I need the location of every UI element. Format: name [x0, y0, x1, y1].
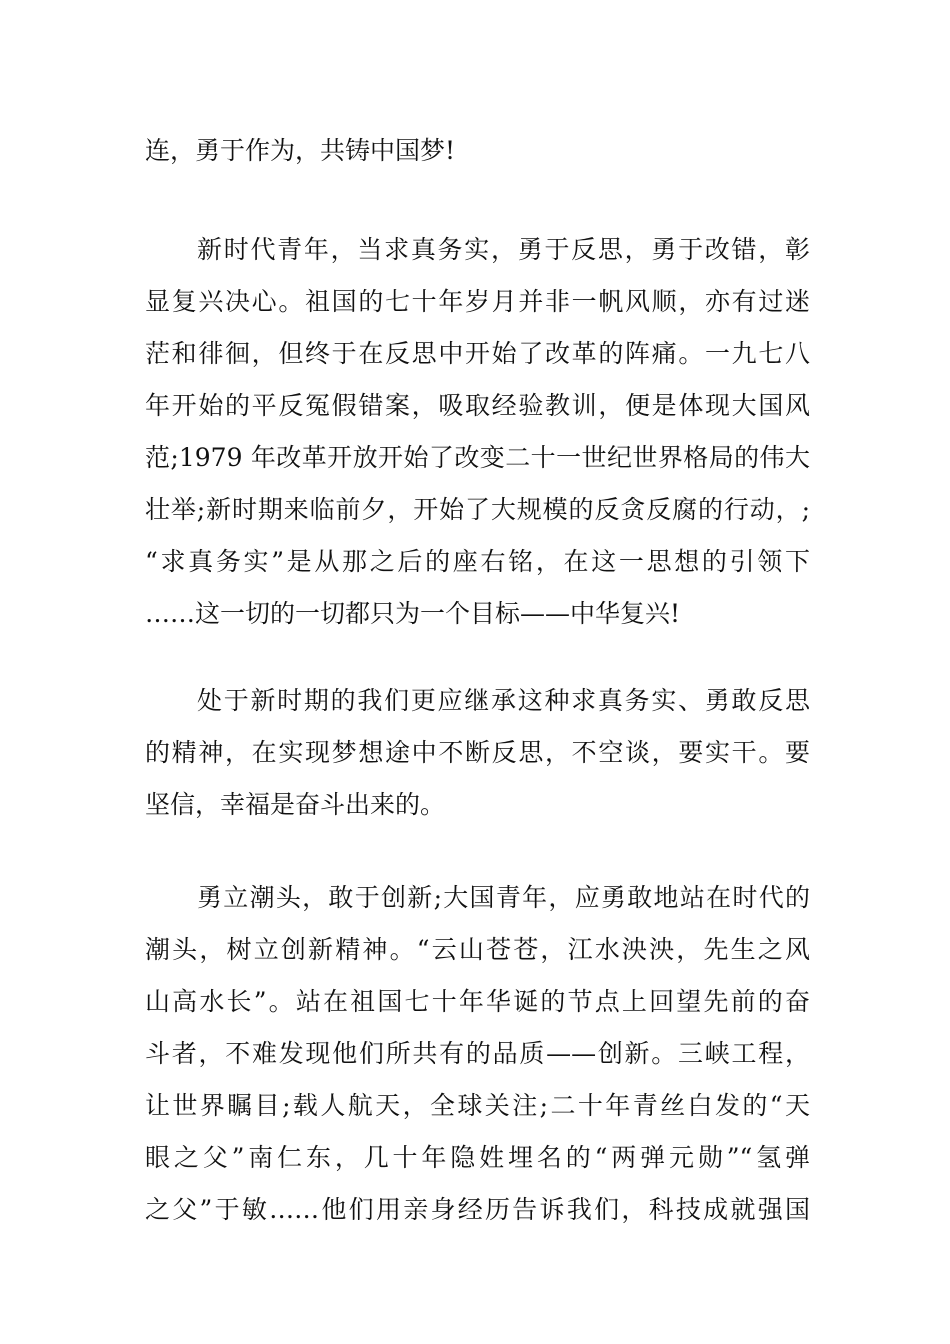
paragraph-line: 的精神，在实现梦想途中不断反思，不空谈，要实干。要 — [145, 738, 810, 767]
paragraph-line: 眼之父”南仁东，几十年隐姓埋名的“两弹元勋”“氢弹 — [145, 1143, 810, 1172]
paragraph-line: 潮头，树立创新精神。“云山苍苍，江水泱泱，先生之风 — [145, 935, 810, 964]
paragraph-line: 壮举;新时期来临前夕，开始了大规模的反贪反腐的行动，; — [145, 495, 810, 524]
paragraph-line: 斗者，不难发现他们所共有的品质——创新。三峡工程， — [145, 1039, 810, 1068]
paragraph-line: 勇立潮头，敢于创新;大国青年，应勇敢地站在时代的 — [197, 883, 810, 912]
paragraph-line: 处于新时期的我们更应继承这种求真务实、勇敢反思 — [197, 686, 810, 715]
paragraph-line: ……这一切的一切都只为一个目标——中华复兴! — [145, 599, 681, 628]
paragraph-line: 茫和徘徊，但终于在反思中开始了改革的阵痛。一九七八 — [145, 339, 810, 368]
paragraph-line: 让世界瞩目;载人航天，全球关注;二十年青丝白发的“天 — [145, 1091, 810, 1120]
paragraph-line: 新时代青年，当求真务实，勇于反思，勇于改错，彰 — [197, 235, 810, 264]
paragraph-line: 连，勇于作为，共铸中国梦! — [145, 136, 456, 165]
paragraph-line: 显复兴决心。祖国的七十年岁月并非一帆风顺，亦有过迷 — [145, 287, 810, 316]
paragraph-line: 范;1979 年改革开放开始了改变二十一世纪世界格局的伟大 — [145, 443, 810, 472]
paragraph-line: 坚信，幸福是奋斗出来的。 — [145, 790, 446, 819]
paragraph-line: “求真务实”是从那之后的座右铭，在这一思想的引领下 — [145, 547, 810, 576]
paragraph-line: 山高水长”。站在祖国七十年华诞的节点上回望先前的奋 — [145, 987, 810, 1016]
paragraph-line: 之父”于敏……他们用亲身经历告诉我们，科技成就强国 — [145, 1195, 810, 1224]
paragraph-line: 年开始的平反冤假错案，吸取经验教训，便是体现大国风 — [145, 391, 810, 420]
